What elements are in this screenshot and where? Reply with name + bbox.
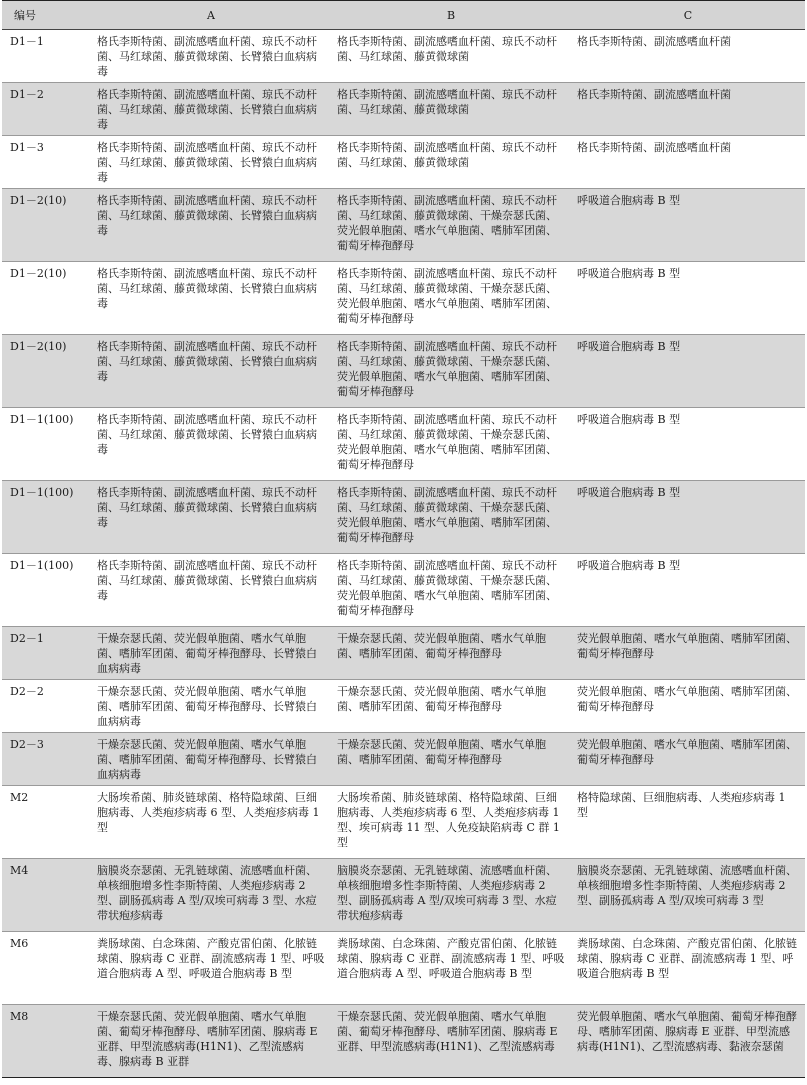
cell-c: 呼吸道合胞病毒 B 型 [577, 413, 681, 426]
table-row [2, 189, 805, 262]
cell-c: 格特隐球菌、巨细胞病毒、人类疱疹病毒 1 型 [577, 791, 786, 819]
table-row [2, 83, 805, 136]
cell-c: 呼吸道合胞病毒 B 型 [577, 194, 681, 207]
row-code: M8 [10, 1010, 29, 1023]
cell-b: 格氏李斯特菌、副流感嗜血杆菌、琼氏不动杆菌、马红球菌、藤黄微球菌、干燥奈瑟氏菌、荧光假单胞菌、嗜水气单胞菌、嗜肺军团菌、葡萄牙棒孢酵母 [337, 194, 557, 252]
cell-b: 格氏李斯特菌、副流感嗜血杆菌、琼氏不动杆菌、马红球菌、藤黄微球菌、干燥奈瑟氏菌、荧光假单胞菌、嗜水气单胞菌、嗜肺军团菌、葡萄牙棒孢酵母 [337, 340, 557, 398]
table-row [2, 30, 805, 83]
table-row [2, 408, 805, 481]
cell-c: 格氏李斯特菌、副流感嗜血杆菌 [577, 35, 731, 48]
row-code: D1－1 [10, 35, 44, 48]
cell-c: 脑膜炎奈瑟菌、无乳链球菌、流感嗜血杆菌、单核细胞增多性李斯特菌、人类疱疹病毒 2 型、副肠孤病毒 A 型/双埃可病毒 3 型 [577, 864, 797, 907]
table-row [2, 554, 805, 627]
table-row [2, 335, 805, 408]
table-row [2, 627, 805, 680]
cell-b: 格氏李斯特菌、副流感嗜血杆菌、琼氏不动杆菌、马红球菌、藤黄微球菌 [337, 88, 557, 116]
header-row [2, 1, 805, 30]
row-code: M4 [10, 864, 29, 877]
cell-b: 格氏李斯特菌、副流感嗜血杆菌、琼氏不动杆菌、马红球菌、藤黄微球菌、干燥奈瑟氏菌、荧光假单胞菌、嗜水气单胞菌、嗜肺军团菌、葡萄牙棒孢酵母 [337, 559, 557, 617]
cell-b: 格氏李斯特菌、副流感嗜血杆菌、琼氏不动杆菌、马红球菌、藤黄微球菌、干燥奈瑟氏菌、荧光假单胞菌、嗜水气单胞菌、嗜肺军团菌、葡萄牙棒孢酵母 [337, 413, 557, 471]
cell-b: 干燥奈瑟氏菌、荧光假单胞菌、嗜水气单胞菌、嗜肺军团菌、葡萄牙棒孢酵母 [337, 738, 546, 766]
table-row [2, 932, 805, 1005]
cell-c: 荧光假单胞菌、嗜水气单胞菌、嗜肺军团菌、葡萄牙棒孢酵母 [577, 685, 797, 713]
cell-b: 大肠埃希菌、肺炎链球菌、格特隐球菌、巨细胞病毒、人类疱疹病毒 6 型、人类疱疹病毒 1 型、埃可病毒 11 型、人免疫缺陷病毒 C 群 1 型 [337, 791, 560, 849]
cell-a: 干燥奈瑟氏菌、荧光假单胞菌、嗜水气单胞菌、嗜肺军团菌、葡萄牙棒孢酵母、长臂猿白血病病毒 [97, 738, 317, 781]
cell-c: 格氏李斯特菌、副流感嗜血杆菌 [577, 141, 731, 154]
row-code: M2 [10, 791, 29, 804]
row-code: M6 [10, 937, 29, 950]
row-code: D1－2(10) [10, 267, 67, 280]
table-row [2, 859, 805, 932]
table-body [2, 30, 805, 1078]
header-code: 编号 [2, 1, 91, 30]
cell-a: 干燥奈瑟氏菌、荧光假单胞菌、嗜水气单胞菌、嗜肺军团菌、葡萄牙棒孢酵母、长臂猿白血病病毒 [97, 632, 317, 675]
row-code: D1－1(100) [10, 413, 74, 426]
header-a: A [91, 1, 331, 30]
cell-a: 格氏李斯特菌、副流感嗜血杆菌、琼氏不动杆菌、马红球菌、藤黄微球菌、长臂猿白血病病毒 [97, 559, 317, 602]
table-header [2, 1, 805, 30]
cell-c: 荧光假单胞菌、嗜水气单胞菌、嗜肺军团菌、葡萄牙棒孢酵母 [577, 632, 797, 660]
table-row [2, 733, 805, 786]
row-code: D1－1(100) [10, 486, 74, 499]
cell-c: 呼吸道合胞病毒 B 型 [577, 559, 681, 572]
row-code: D1－2(10) [10, 340, 67, 353]
table-row [2, 481, 805, 554]
cell-c: 荧光假单胞菌、嗜水气单胞菌、嗜肺军团菌、葡萄牙棒孢酵母 [577, 738, 797, 766]
cell-b: 干燥奈瑟氏菌、荧光假单胞菌、嗜水气单胞菌、葡萄牙棒孢酵母、嗜肺军团菌、腺病毒 E 亚群、甲型流感病毒(H1N1)、乙型流感病毒 [337, 1010, 558, 1053]
cell-a: 格氏李斯特菌、副流感嗜血杆菌、琼氏不动杆菌、马红球菌、藤黄微球菌、长臂猿白血病病毒 [97, 88, 317, 131]
cell-a: 格氏李斯特菌、副流感嗜血杆菌、琼氏不动杆菌、马红球菌、藤黄微球菌、长臂猿白血病病毒 [97, 340, 317, 383]
cell-c: 荧光假单胞菌、嗜水气单胞菌、葡萄牙棒孢酵母、嗜肺军团菌、腺病毒 E 亚群、甲型流感病毒(H1N1)、乙型流感病毒、黏液奈瑟菌 [577, 1010, 797, 1053]
cell-c: 格氏李斯特菌、副流感嗜血杆菌 [577, 88, 731, 101]
row-code: D1－2(10) [10, 194, 67, 207]
cell-a: 格氏李斯特菌、副流感嗜血杆菌、琼氏不动杆菌、马红球菌、藤黄微球菌、长臂猿白血病病毒 [97, 267, 317, 310]
cell-a: 脑膜炎奈瑟菌、无乳链球菌、流感嗜血杆菌、单核细胞增多性李斯特菌、人类疱疹病毒 2 型、副肠孤病毒 A 型/双埃可病毒 3 型、水痘带状疱疹病毒 [97, 864, 317, 922]
cell-a: 格氏李斯特菌、副流感嗜血杆菌、琼氏不动杆菌、马红球菌、藤黄微球菌、长臂猿白血病病毒 [97, 141, 317, 184]
cell-b: 脑膜炎奈瑟菌、无乳链球菌、流感嗜血杆菌、单核细胞增多性李斯特菌、人类疱疹病毒 2 型、副肠孤病毒 A 型/双埃可病毒 3 型、水痘带状疱疹病毒 [337, 864, 557, 922]
cell-b: 干燥奈瑟氏菌、荧光假单胞菌、嗜水气单胞菌、嗜肺军团菌、葡萄牙棒孢酵母 [337, 632, 546, 660]
row-code: D1－3 [10, 141, 44, 154]
table-row [2, 262, 805, 335]
cell-a: 干燥奈瑟氏菌、荧光假单胞菌、嗜水气单胞菌、嗜肺军团菌、葡萄牙棒孢酵母、长臂猿白血病病毒 [97, 685, 317, 728]
table-row [2, 136, 805, 189]
cell-b: 格氏李斯特菌、副流感嗜血杆菌、琼氏不动杆菌、马红球菌、藤黄微球菌 [337, 141, 557, 169]
cell-b: 格氏李斯特菌、副流感嗜血杆菌、琼氏不动杆菌、马红球菌、藤黄微球菌 [337, 35, 557, 63]
pathogen-table [2, 0, 805, 1078]
header-c: C [571, 1, 805, 30]
row-code: D2－2 [10, 685, 44, 698]
table-row [2, 1005, 805, 1078]
cell-a: 干燥奈瑟氏菌、荧光假单胞菌、嗜水气单胞菌、葡萄牙棒孢酵母、嗜肺军团菌、腺病毒 E 亚群、甲型流感病毒(H1N1)、乙型流感病毒、腺病毒 B 亚群 [97, 1010, 318, 1068]
cell-c: 呼吸道合胞病毒 B 型 [577, 486, 681, 499]
cell-a: 格氏李斯特菌、副流感嗜血杆菌、琼氏不动杆菌、马红球菌、藤黄微球菌、长臂猿白血病病毒 [97, 486, 317, 529]
cell-a: 粪肠球菌、白念珠菌、产酸克雷伯菌、化脓链球菌、腺病毒 C 亚群、副流感病毒 1 型、呼吸道合胞病毒 A 型、呼吸道合胞病毒 B 型 [97, 937, 325, 980]
cell-b: 干燥奈瑟氏菌、荧光假单胞菌、嗜水气单胞菌、嗜肺军团菌、葡萄牙棒孢酵母 [337, 685, 546, 713]
cell-c: 粪肠球菌、白念珠菌、产酸克雷伯菌、化脓链球菌、腺病毒 C 亚群、副流感病毒 1 型、呼吸道合胞病毒 B 型 [577, 937, 797, 980]
cell-a: 大肠埃希菌、肺炎链球菌、格特隐球菌、巨细胞病毒、人类疱疹病毒 6 型、人类疱疹病毒 1 型 [97, 791, 320, 834]
table-row [2, 786, 805, 859]
row-code: D2－1 [10, 632, 44, 645]
cell-b: 格氏李斯特菌、副流感嗜血杆菌、琼氏不动杆菌、马红球菌、藤黄微球菌、干燥奈瑟氏菌、荧光假单胞菌、嗜水气单胞菌、嗜肺军团菌、葡萄牙棒孢酵母 [337, 267, 557, 325]
cell-a: 格氏李斯特菌、副流感嗜血杆菌、琼氏不动杆菌、马红球菌、藤黄微球菌、长臂猿白血病病毒 [97, 35, 317, 78]
row-code: D1－1(100) [10, 559, 74, 572]
cell-b: 格氏李斯特菌、副流感嗜血杆菌、琼氏不动杆菌、马红球菌、藤黄微球菌、干燥奈瑟氏菌、荧光假单胞菌、嗜水气单胞菌、嗜肺军团菌、葡萄牙棒孢酵母 [337, 486, 557, 544]
row-code: D2－3 [10, 738, 44, 751]
cell-c: 呼吸道合胞病毒 B 型 [577, 267, 681, 280]
cell-b: 粪肠球菌、白念珠菌、产酸克雷伯菌、化脓链球菌、腺病毒 C 亚群、副流感病毒 1 型、呼吸道合胞病毒 A 型、呼吸道合胞病毒 B 型 [337, 937, 565, 980]
cell-a: 格氏李斯特菌、副流感嗜血杆菌、琼氏不动杆菌、马红球菌、藤黄微球菌、长臂猿白血病病毒 [97, 194, 317, 237]
row-code: D1－2 [10, 88, 44, 101]
table-row [2, 680, 805, 733]
header-b: B [331, 1, 571, 30]
cell-c: 呼吸道合胞病毒 B 型 [577, 340, 681, 353]
cell-a: 格氏李斯特菌、副流感嗜血杆菌、琼氏不动杆菌、马红球菌、藤黄微球菌、长臂猿白血病病毒 [97, 413, 317, 456]
